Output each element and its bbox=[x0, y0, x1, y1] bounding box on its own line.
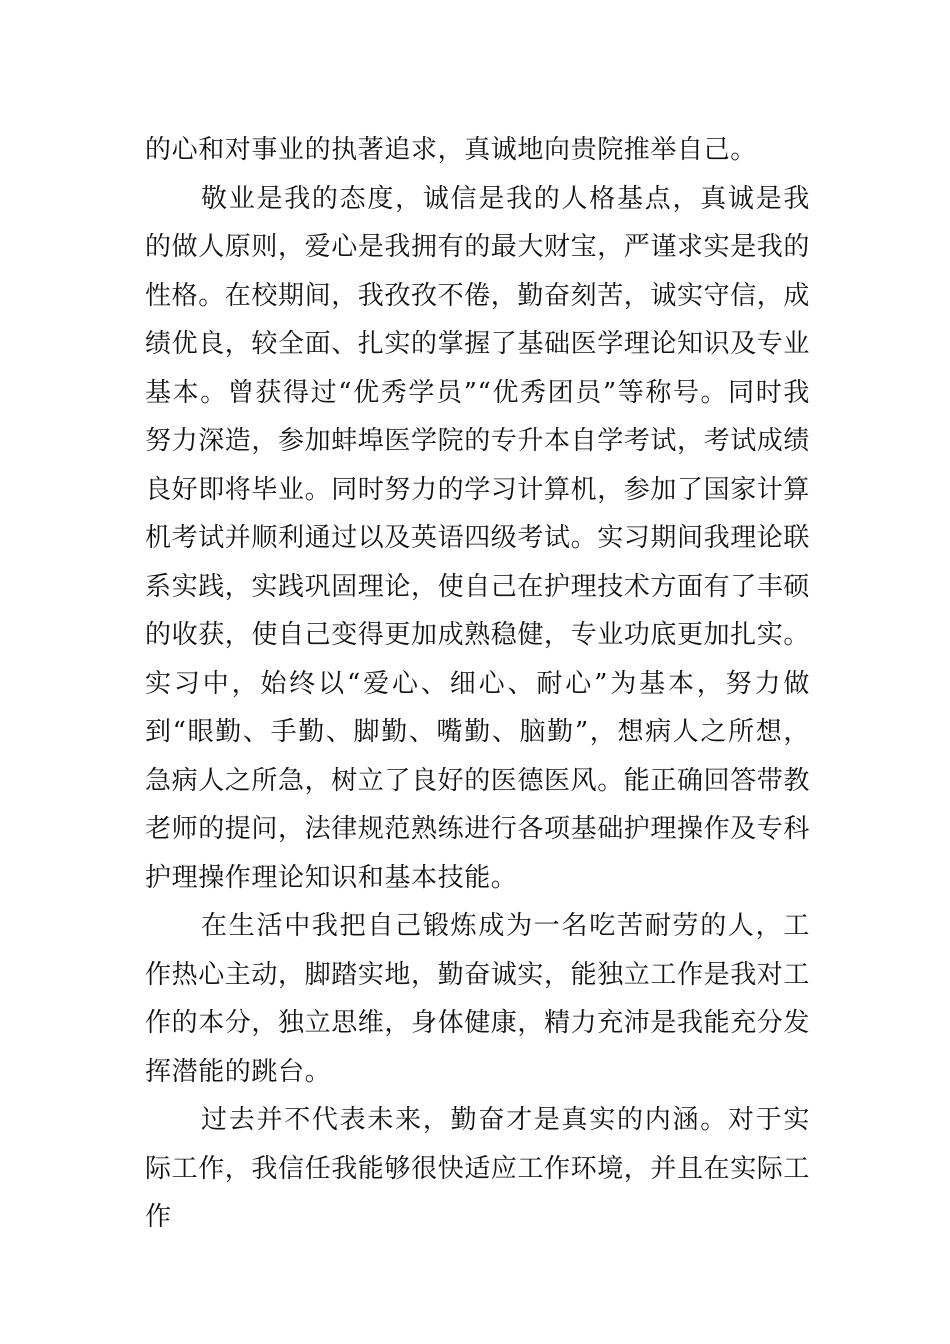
paragraph-3: 在生活中我把自己锻炼成为一名吃苦耐劳的人，工作热心主动，脚踏实地，勤奋诚实，能独立工作是我对工作的本分，独立思维，身体健康，精力充沛是我能充分发挥潜能的跳台。 bbox=[145, 911, 811, 1087]
paragraph-2: 敬业是我的态度，诚信是我的人格基点，真诚是我的做人原则，爱心是我拥有的最大财宝，严谨求实是我的性格。在校期间，我孜孜不倦，勤奋刻苦，诚实守信，成绩优良，较全面、扎实的掌握了基础医学理论知识及专业基本。曾获得过“优秀学员”“优秀团员”等称号。同时我努力深造，参加蚌埠医学院的专升本自学考试，考试成绩良好即将毕业。同时努力的学习计算机，参加了国家计算机考试并顺利通过以及英语四级考试。实习期间我理论联系实践，实践巩固理论，使自己在护理技术方面有了丰硕的收获，使自己变得更加成熟稳健，专业功底更加扎实。实习中，始终以“爱心、细心、耐心”为基本，努力做到“眼勤、手勤、脚勤、嘴勤、脑勤”，想病人之所想，急病人之所急，树立了良好的医德医风。能正确回答带教老师的提问，法律规范熟练进行各项基础护理操作及专科护理操作理论知识和基本技能。 bbox=[145, 183, 811, 893]
paragraph-4: 过去并不代表未来，勤奋才是真实的内涵。对于实际工作，我信任我能够很快适应工作环境，并且在实际工作 bbox=[145, 1105, 811, 1232]
document-body bbox=[145, 126, 810, 1242]
paragraph-1: 的心和对事业的执著追求，真诚地向贵院推举自己。 bbox=[145, 135, 757, 165]
